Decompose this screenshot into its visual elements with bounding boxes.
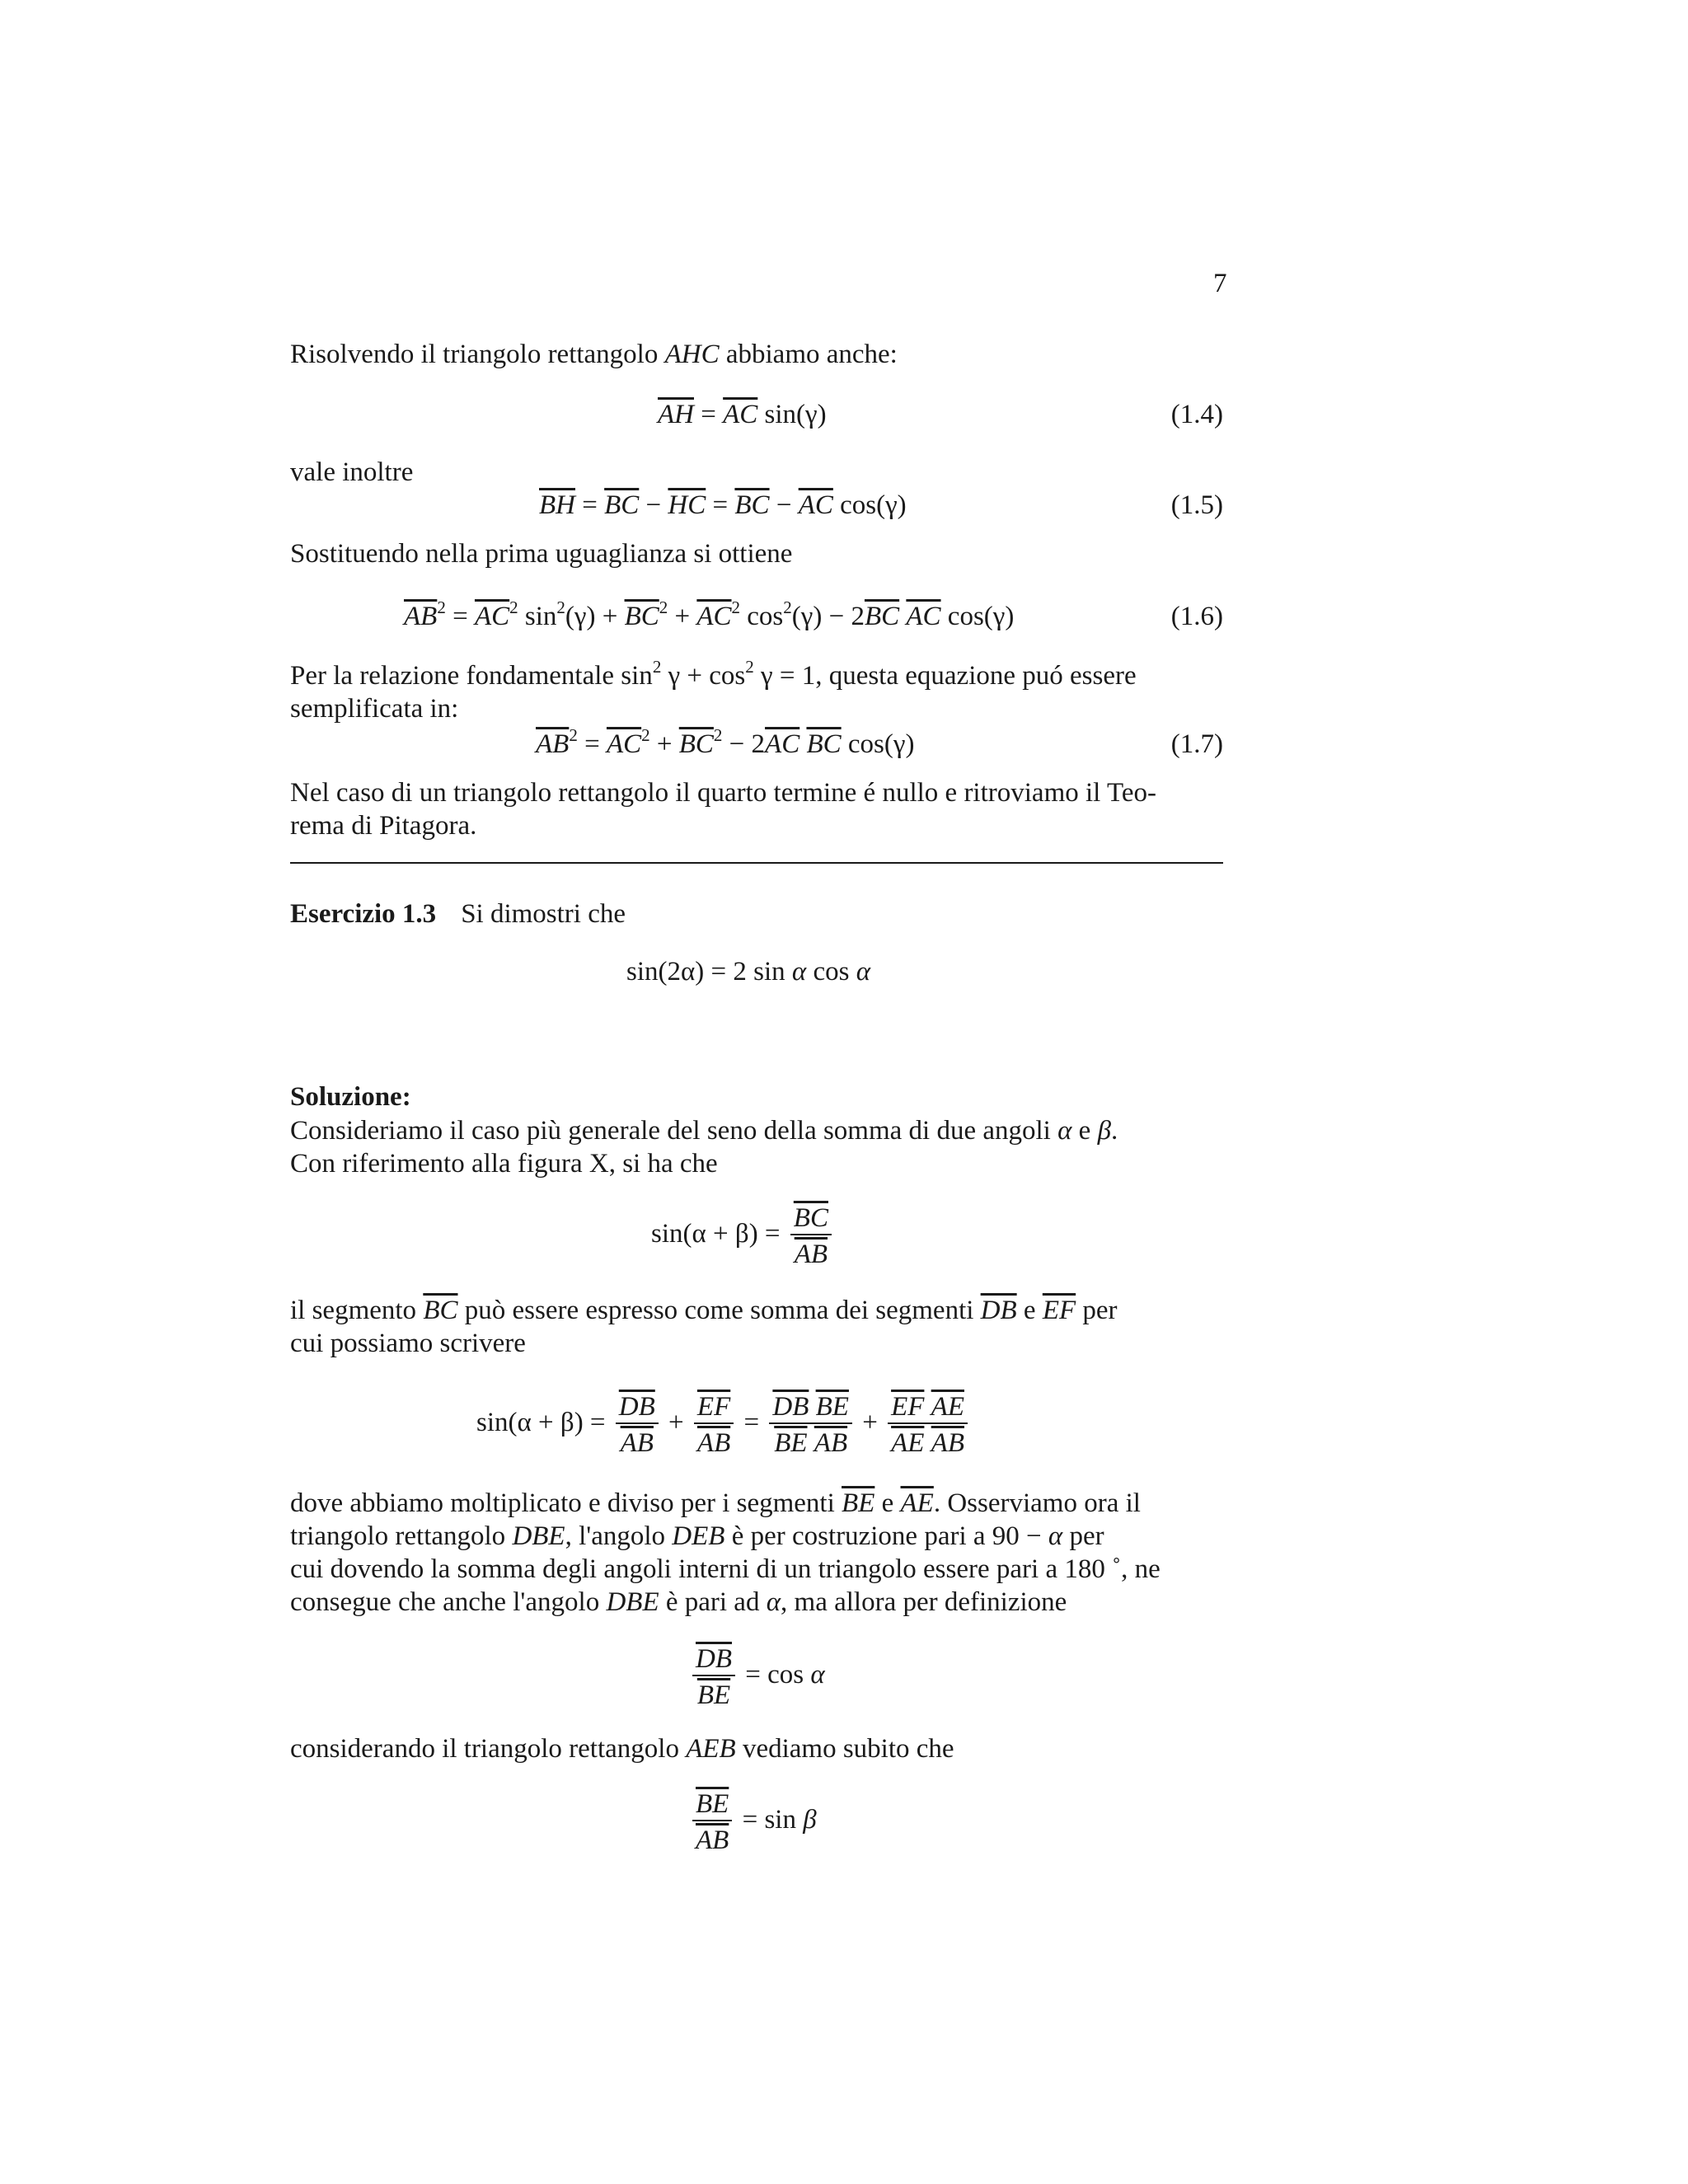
segment-overline: AB	[696, 1428, 731, 1458]
operator: =	[694, 400, 724, 429]
text-run: .	[1111, 1116, 1118, 1146]
segment-overline: $\overline{AE}$	[900, 1488, 934, 1518]
segment-overline: $\overline{BE}$	[842, 1488, 875, 1518]
segment-overline: $\overline{AB}$	[931, 1428, 964, 1458]
segment-overline: $\overline{EF}$	[891, 1392, 925, 1422]
exponent: 2	[641, 725, 650, 745]
paragraph-considerando	[290, 1732, 1223, 1765]
paragraph-solution	[290, 1114, 1223, 1180]
segment-overline: $\overline{DB}$	[696, 1644, 732, 1674]
paragraph-segmento	[290, 1291, 1223, 1360]
math-text: = sin	[742, 1805, 804, 1835]
exponent: 2	[659, 598, 668, 617]
segment-overline: $\overline{AC}$	[906, 602, 941, 631]
equation-number: (1.5)	[1170, 490, 1223, 520]
operator: =	[706, 490, 735, 520]
text-run: dove abbiamo moltiplicato e diviso per i segmenti	[290, 1488, 842, 1518]
math-text: = cos	[745, 1660, 811, 1690]
segment-overline: $\overline{HC}$	[668, 490, 706, 520]
math-text: sin(2α) = 2 sin	[626, 957, 792, 987]
solution-label: Soluzione:	[290, 1082, 411, 1112]
text-line: Nel caso di un triangolo rettangolo il quarto termine é nullo e ritroviamo il Teo-	[290, 778, 1156, 808]
exercise-header	[290, 898, 626, 931]
paragraph-sostituendo: Sostituendo nella prima uguaglianza si ottiene	[290, 539, 793, 569]
operator: − 2	[722, 729, 766, 759]
segment-overline: $\overline{AH}$	[658, 400, 694, 429]
math-text: cos(γ)	[832, 490, 907, 520]
equation-1-6	[404, 598, 1014, 634]
fraction	[694, 1388, 734, 1459]
operator: −	[769, 490, 799, 520]
segment-overline: $\overline{BC}$	[423, 1296, 458, 1325]
fraction	[616, 1388, 659, 1459]
fraction	[692, 1640, 735, 1711]
segment-overline: $\overline{BC}$	[604, 490, 640, 520]
horizontal-rule	[290, 862, 1223, 864]
exercise-label: Esercizio 1.3	[290, 899, 437, 929]
text-run: γ = 1, questa equazione puó essere	[753, 661, 1137, 691]
math-variable: β	[803, 1805, 817, 1835]
text-run: per	[1062, 1521, 1104, 1551]
operator: =	[577, 729, 607, 759]
segment-overline: $\overline{BE}$	[815, 1392, 849, 1422]
math-text: cos(γ)	[940, 602, 1015, 631]
math-variable: α	[766, 1587, 781, 1617]
segment-overline: $\overline{AE}$	[891, 1428, 925, 1458]
text-run: e	[1016, 1296, 1043, 1325]
equation-cos-alpha	[689, 1640, 825, 1711]
math-variable: DBE	[512, 1521, 565, 1551]
segment-overline: $\overline{BH}$	[539, 490, 575, 520]
text-run: consegue che anche l'angolo	[290, 1587, 607, 1617]
text-run: e	[1071, 1116, 1098, 1146]
page-number: 7	[1213, 269, 1227, 298]
segment-overline: $\overline{BC}$	[734, 490, 770, 520]
math-variable: AHC	[664, 340, 720, 369]
exponent: 2	[731, 598, 741, 617]
math-variable: DBE	[606, 1587, 659, 1617]
segment-overline: $\overline{AC}$	[765, 729, 800, 759]
text-run: , l'angolo	[565, 1521, 673, 1551]
equation-expansion	[476, 1388, 971, 1459]
segment-overline: $\overline{AB}$	[404, 602, 438, 631]
segment-overline: $\overline{AC}$	[696, 602, 732, 631]
exponent: 2	[509, 598, 518, 617]
exponent: 2	[569, 725, 578, 745]
exponent: 2	[437, 598, 446, 617]
equation-sin-sum	[651, 1199, 835, 1270]
operator: =	[743, 1408, 760, 1438]
operator: −	[639, 490, 668, 520]
math-text: (γ) − 2	[791, 602, 865, 631]
text-run: cui dovendo la somma degli angoli interni di un triangolo essere pari a 180 ˚, ne	[290, 1554, 1160, 1584]
exponent: 2	[556, 598, 565, 617]
equation-1-7	[536, 725, 914, 762]
segment-overline: $\overline{AB}$	[536, 729, 570, 759]
equation-number: (1.7)	[1170, 729, 1223, 759]
text-run: per	[1076, 1296, 1118, 1325]
exponent: 2	[745, 657, 754, 677]
paragraph-dove-abbiamo	[290, 1483, 1223, 1619]
text-run: . Osserviamo ora il	[933, 1488, 1141, 1518]
math-variable: α	[791, 957, 807, 987]
operator: =	[575, 490, 605, 520]
segment-overline: $\overline{BC}$	[793, 1203, 828, 1233]
fraction	[790, 1199, 832, 1270]
equation-sin-beta	[689, 1785, 817, 1856]
segment-overline: $\overline{AC}$	[474, 602, 510, 631]
paragraph-intro	[290, 338, 1223, 371]
math-variable: α	[810, 1660, 825, 1690]
segment-overline: $\overline{BC}$	[864, 602, 900, 631]
fraction	[692, 1785, 732, 1856]
segment-overline: $\overline{DB}$	[980, 1296, 1017, 1325]
segment-overline: AB	[696, 1825, 729, 1855]
text-run: semplificata in:	[290, 694, 459, 724]
segment-overline: $\overline{EF}$	[1042, 1296, 1076, 1325]
math-text: sin(γ)	[757, 400, 827, 429]
math-text: cos(γ)	[841, 729, 915, 759]
text-run: considerando il triangolo rettangolo	[290, 1734, 687, 1764]
operator: +	[649, 729, 679, 759]
segment-overline: $\overline{AC}$	[606, 729, 642, 759]
math-text: (γ) +	[565, 602, 625, 631]
text-run: Per la relazione fondamentale sin	[290, 661, 653, 691]
operator: +	[668, 1408, 684, 1438]
paragraph-vale-inoltre: vale inoltre	[290, 457, 414, 487]
exercise-text: Si dimostri che	[461, 899, 626, 929]
text-run: Con riferimento alla figura X, si ha che	[290, 1149, 718, 1179]
text-run: può essere espresso come somma dei segmenti	[457, 1296, 981, 1325]
text-run: Risolvendo il triangolo rettangolo	[290, 340, 665, 369]
segment-overline: $\overline{BC}$	[806, 729, 842, 759]
segment-overline: AB	[620, 1428, 654, 1458]
exponent: 2	[713, 725, 723, 745]
text-line: rema di Pitagora.	[290, 811, 477, 841]
math-variable: α	[1057, 1116, 1072, 1146]
segment-overline: $\overline{AC}$	[723, 400, 758, 429]
segment-overline: $\overline{BC}$	[624, 602, 659, 631]
segment-overline: $\overline{AB}$	[814, 1428, 848, 1458]
segment-overline: $\overline{DB}$	[618, 1392, 655, 1422]
equation-number: (1.4)	[1170, 400, 1223, 429]
segment-overline: $\overline{BE}$	[696, 1789, 729, 1819]
text-run: il segmento	[290, 1296, 424, 1325]
math-variable: DEB	[672, 1521, 725, 1551]
segment-overline: $\overline{AE}$	[931, 1392, 964, 1422]
math-variable: AEB	[686, 1734, 736, 1764]
text-run: γ + cos	[661, 661, 746, 691]
segment-overline: $\overline{AC}$	[798, 490, 833, 520]
operator: =	[445, 602, 475, 631]
exercise-formula	[626, 956, 870, 989]
math-text: cos	[740, 602, 784, 631]
text-run: è pari ad	[659, 1587, 767, 1617]
text-run: vediamo subito che	[735, 1734, 954, 1764]
math-variable: α	[856, 957, 871, 987]
text-run: , ma allora per definizione	[781, 1587, 1067, 1617]
math-variable: β	[1097, 1116, 1112, 1146]
math-text: cos	[806, 957, 856, 987]
text-run: cui possiamo scrivere	[290, 1329, 526, 1358]
math-text: sin(α + β) =	[476, 1408, 606, 1438]
equation-1-4	[658, 396, 827, 432]
math-text: sin(α + β) =	[651, 1219, 781, 1249]
math-variable: α	[1048, 1521, 1063, 1551]
segment-overline: $\overline{BC}$	[678, 729, 714, 759]
paragraph-pitagora	[290, 776, 1223, 842]
math-text: sin	[518, 602, 557, 631]
exponent: 2	[652, 657, 662, 677]
segment-overline: $\overline{DB}$	[772, 1392, 809, 1422]
equation-1-5	[539, 486, 907, 523]
text-run: è per costruzione pari a 90 −	[724, 1521, 1048, 1551]
text-run: abbiamo anche:	[719, 340, 898, 369]
segment-overline: $\overline{BE}$	[774, 1428, 808, 1458]
operator: +	[668, 602, 697, 631]
fraction	[888, 1388, 968, 1459]
equation-number: (1.6)	[1170, 602, 1223, 631]
text-run: triangolo rettangolo	[290, 1521, 513, 1551]
fraction	[769, 1388, 852, 1459]
segment-overline: BE	[696, 1680, 731, 1710]
segment-overline: $\overline{EF}$	[696, 1392, 731, 1422]
text-run: e	[874, 1488, 901, 1518]
operator: +	[862, 1408, 878, 1438]
segment-overline: AB	[794, 1240, 828, 1269]
paragraph-relazione	[290, 659, 1223, 725]
exponent: 2	[783, 598, 792, 617]
text-run: Consideriamo il caso più generale del seno della somma di due angoli	[290, 1116, 1058, 1146]
